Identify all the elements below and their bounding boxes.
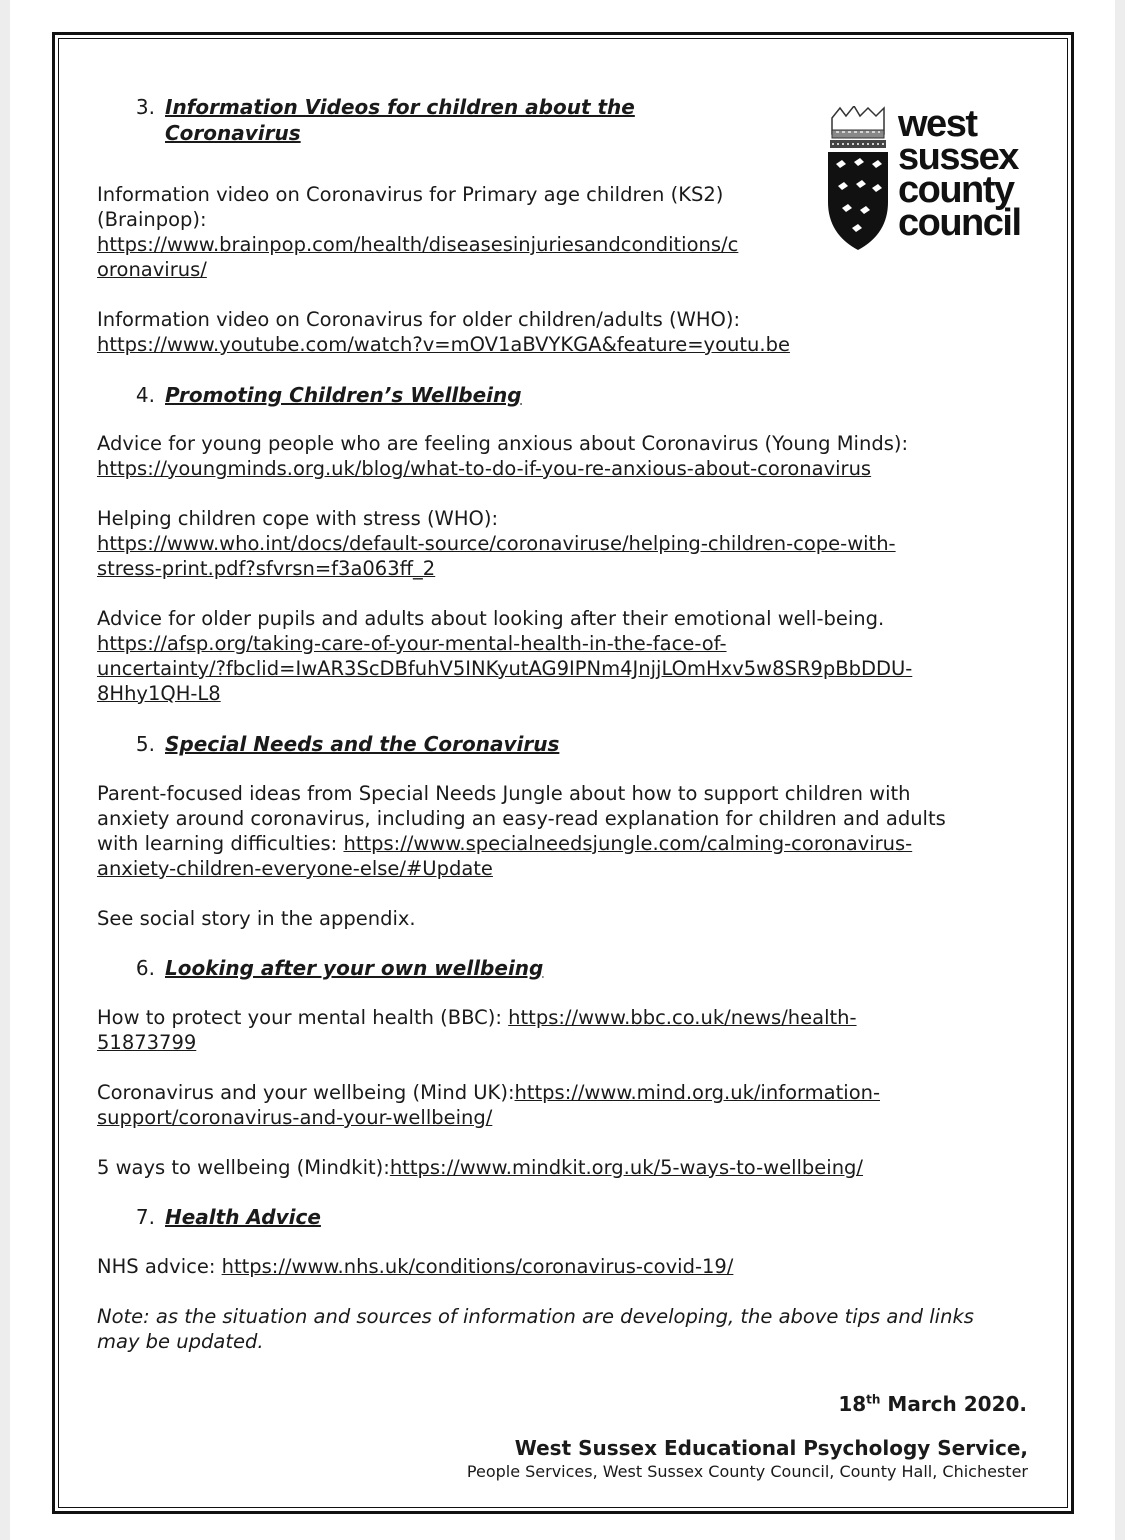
service-address: People Services, West Sussex County Council, County Hall, Chichester [466, 1462, 1028, 1481]
youtube-who-link[interactable]: https://www.youtube.com/watch?v=mOV1aBVYKGA&feature=youtu.be [97, 333, 790, 356]
note [97, 1304, 1037, 1354]
section-title: Health Advice [165, 1205, 321, 1229]
paragraph [97, 1005, 1037, 1055]
section-title-line: Information Videos for children about the [165, 95, 635, 119]
link-text: 8Hhy1QH-L8 [97, 682, 221, 705]
paragraph-text: Helping children cope with stress (WHO): [97, 507, 499, 530]
section-title: Special Needs and the Coronavirus [165, 732, 560, 756]
date-rest: March 2020. [880, 1392, 1027, 1416]
paragraph [97, 781, 1037, 881]
afsp-link[interactable] [97, 632, 912, 705]
paragraph-text: Coronavirus and your wellbeing (Mind UK): [97, 1081, 515, 1104]
date-day: 18 [838, 1392, 867, 1416]
logo-line-2: sussex [898, 136, 1018, 178]
section-heading-6 [97, 955, 1037, 981]
paragraph-text: See social story in the appendix. [97, 907, 416, 930]
paragraph [97, 506, 1037, 581]
paragraph-text: Advice for older pupils and adults about looking after their emotional well-being. [97, 607, 885, 630]
logo-line-1: west [898, 103, 977, 145]
paragraph [97, 431, 1037, 481]
link-text: https://www.specialneedsjungle.com/calming-coronavirus- [343, 832, 913, 855]
paragraph [97, 1080, 1037, 1130]
paragraph-text: 5 ways to wellbeing (Mindkit): [97, 1156, 390, 1179]
paragraph [97, 1254, 1037, 1279]
link-text: support/coronavirus-and-your-wellbeing/ [97, 1106, 493, 1129]
paragraph [97, 182, 1037, 282]
section-title-line: Coronavirus [165, 121, 301, 145]
section-number: 4. [135, 383, 155, 407]
link-text: anxiety-children-everyone-else/#Update [97, 857, 493, 880]
paragraph [97, 606, 1037, 706]
link-text: stress-print.pdf?sfvrsn=f3a063ff_2 [97, 557, 436, 580]
link-text: oronavirus/ [97, 258, 207, 281]
section-number: 3. [135, 95, 155, 119]
section-heading-7 [97, 1204, 1037, 1230]
logo-line-3: county [898, 169, 1014, 211]
youngminds-link[interactable]: https://youngminds.org.uk/blog/what-to-do-if-you-re-anxious-about-coronavirus [97, 457, 872, 480]
document-body [97, 88, 1037, 1354]
paragraph-text: Parent-focused ideas from Special Needs Jungle about how to support children with [97, 782, 911, 805]
link-text: https://www.bbc.co.uk/news/health- [508, 1006, 857, 1029]
section-title: Promoting Children’s Wellbeing [165, 383, 522, 407]
paragraph [97, 906, 1037, 931]
link-text: https://afsp.org/taking-care-of-your-mental-health-in-the-face-of- [97, 632, 727, 655]
section-title: Looking after your own wellbeing [165, 956, 544, 980]
document-date [838, 1392, 1027, 1416]
section-heading-3 [97, 94, 1037, 146]
link-text: https://www.who.int/docs/default-source/coronaviruse/helping-children-cope-with- [97, 532, 896, 555]
logo-line-4: council [898, 202, 1021, 244]
nhs-link[interactable]: https://www.nhs.uk/conditions/coronavirus-covid-19/ [221, 1255, 734, 1278]
paragraph-text: How to protect your mental health (BBC): [97, 1006, 509, 1029]
paragraph-text: with learning difficulties: [97, 832, 344, 855]
section-number: 5. [135, 732, 155, 756]
mindkit-link[interactable]: https://www.mindkit.org.uk/5-ways-to-wellbeing/ [389, 1156, 864, 1179]
paragraph-text: NHS advice: [97, 1255, 222, 1278]
paragraph-text: Information video on Coronavirus for older children/adults (WHO): [97, 308, 741, 331]
link-text: uncertainty/?fbclid=IwAR3ScDBfuhV5INKyutAG9IPNm4JnjjLOmHxv5w8SR9pBbDDU- [97, 657, 913, 680]
section-title [165, 94, 635, 146]
paragraph-text: Advice for young people who are feeling anxious about Coronavirus (Young Minds): [97, 432, 909, 455]
section-number: 7. [135, 1205, 155, 1229]
who-stress-link[interactable] [97, 532, 896, 580]
date-suffix: th [866, 1392, 881, 1407]
paragraph-text: anxiety around coronavirus, including an easy-read explanation for children and adults [97, 807, 946, 830]
paragraph [97, 1155, 1037, 1180]
link-text: 51873799 [97, 1031, 197, 1054]
brainpop-link[interactable] [97, 233, 738, 281]
note-text: may be updated. [97, 1330, 264, 1353]
paragraph-text: (Brainpop): [97, 208, 207, 231]
note-text: Note: as the situation and sources of information are developing, the above tips and links [97, 1305, 974, 1328]
section-heading-4 [97, 382, 1037, 408]
section-heading-5 [97, 731, 1037, 757]
link-text: https://www.mind.org.uk/information- [514, 1081, 881, 1104]
section-number: 6. [135, 956, 155, 980]
link-text: https://www.brainpop.com/health/diseasesinjuriesandconditions/c [97, 233, 739, 256]
service-name: West Sussex Educational Psychology Service, [514, 1436, 1028, 1460]
paragraph-text: Information video on Coronavirus for Primary age children (KS2) [97, 183, 724, 206]
paragraph [97, 307, 1037, 357]
